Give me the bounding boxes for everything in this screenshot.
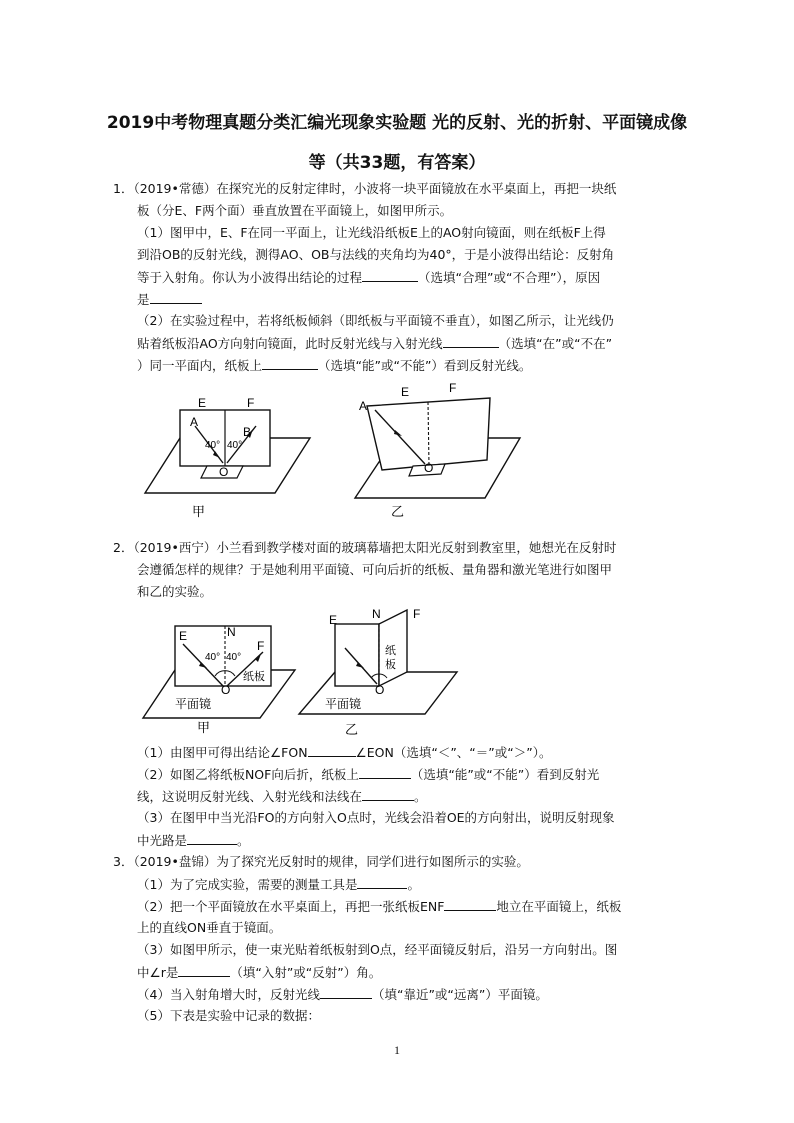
label-o: O: [375, 683, 385, 697]
q1-s1-line3: [137, 267, 600, 288]
label-b: B: [243, 425, 252, 439]
q2-s1: [137, 742, 551, 763]
q3-s2-text-a: （2）把一个平面镜放在水平桌面上，再把一张纸板ENF: [137, 899, 445, 914]
label-e: E: [329, 613, 338, 627]
label-n: N: [372, 607, 381, 621]
label-board: 纸板: [243, 671, 265, 683]
label-f: F: [257, 639, 265, 653]
q2-s2-text-c: 线，这说明反射光线、入射光线和法线在: [137, 789, 363, 804]
q1-s2-text-d: （选填“能”或“不能”）看到反射光线。: [318, 358, 532, 373]
q3-s1-text-a: （1）为了完成实验，需要的测量工具是: [137, 877, 358, 892]
q2-line1: 2．（2019•西宁）小兰看到教学楼对面的玻璃幕墙把太阳光反射到教室里，她想光在反射时: [113, 540, 617, 555]
label-f: F: [413, 607, 421, 621]
q2-line3: 和乙的实验。: [137, 584, 213, 599]
q1-line1: 1．（2019•常德）在探究光的反射定律时，小波将一块平面镜放在水平桌面上，再把一块纸: [113, 181, 617, 196]
q2-s2-line2: [137, 786, 427, 807]
answer-blank[interactable]: [357, 874, 407, 889]
answer-blank[interactable]: [362, 267, 418, 282]
q3-s3-text-b: 中∠r是: [137, 965, 179, 980]
answer-blank[interactable]: [444, 896, 496, 911]
q2-s1-text-b: ∠EON（选填“＜”、“＝”或“＞”）。: [355, 745, 552, 760]
q3-s1: [137, 874, 420, 895]
q1-s2-line2: [137, 333, 612, 354]
q2-figure-jia: [135, 610, 300, 740]
label-f: F: [247, 396, 255, 410]
q3-s2-line1: [137, 896, 621, 917]
label-f: F: [449, 381, 457, 395]
q3-s2-text-b: 地立在平面镜上，纸板: [496, 899, 622, 914]
answer-blank[interactable]: [150, 289, 202, 304]
answer-blank[interactable]: [359, 764, 411, 779]
label-o: O: [424, 461, 434, 475]
q1-s1-line1: （1）图甲中，E、F在同一平面上，让光线沿纸板E上的AO射向镜面，则在纸板F上得: [137, 225, 606, 240]
answer-blank[interactable]: [262, 355, 318, 370]
q3-line1: 3．（2019•盘锦）为了探究光反射时的规律，同学们进行如图所示的实验。: [113, 854, 529, 869]
q1-s2-text-a: 贴着纸板沿AO方向射向镜面，此时反射光线与入射光线: [137, 336, 443, 351]
label-mirror: 平面镜: [325, 697, 362, 711]
label-board-2: 板: [385, 659, 396, 671]
q1-s1-line2: 到沿OB的反射光线，测得AO、OB与法线的夹角均为40°，于是小波得出结论：反射角: [137, 247, 615, 262]
q3-s4: [137, 984, 548, 1005]
label-angle-right: 40°: [226, 652, 242, 663]
q1-s2-text-b: （选填“在”或“不在”: [498, 336, 613, 351]
label-e: E: [401, 385, 410, 399]
q1-s1-text-b: （选填“合理”或“不合理”），原因: [418, 270, 601, 285]
page-title-line1: 2019中考物理真题分类汇编光现象实验题 光的反射、光的折射、平面镜成像: [106, 113, 688, 133]
q3-s3-line2: [137, 962, 381, 983]
q2-s2-text-b: （选填“能”或“不能”）看到反射光: [410, 767, 600, 782]
label-angle-left: 40°: [205, 652, 221, 663]
q1-s2-line1: （2）在实验过程中，若将纸板倾斜（即纸板与平面镜不垂直），如图乙所示，让光线仍: [137, 313, 614, 328]
label-e: E: [179, 629, 188, 643]
label-o: O: [219, 465, 229, 479]
q2-s3-line2: [137, 830, 250, 851]
q3-s3-text-c: （填“入射”或“反射”）角。: [230, 965, 382, 980]
q1-s2-text-c: ）同一平面内，纸板上: [137, 358, 263, 373]
q1-figure-yi: [345, 378, 525, 523]
q2-line2: 会遵循怎样的规律？于是她利用平面镜、可向后折的纸板、量角器和激光笔进行如图甲: [137, 562, 613, 577]
q3-s2-line2: 上的直线ON垂直于镜面。: [137, 920, 282, 935]
q2-s2-text-d: 。: [414, 789, 427, 804]
label-a: A: [359, 399, 368, 413]
answer-blank[interactable]: [320, 984, 372, 999]
answer-blank[interactable]: [443, 333, 499, 348]
label-n: N: [227, 625, 236, 639]
q1-figure-jia: [135, 388, 315, 523]
label-a: A: [190, 415, 199, 429]
q1-s2-line3: [137, 355, 531, 376]
label-mirror: 平面镜: [175, 697, 212, 711]
q1-s1-text-a: 等于入射角。你认为小波得出结论的过程: [137, 270, 363, 285]
q2-s3-text-c: 。: [237, 833, 250, 848]
q1-s1-line4: [137, 289, 202, 310]
page-title-line2: 等（共33题，有答案）: [308, 153, 486, 173]
figure-caption-yi: 乙: [391, 504, 405, 519]
label-o: O: [221, 683, 231, 697]
q3-s1-text-b: 。: [407, 877, 420, 892]
label-e: E: [198, 396, 207, 410]
q2-s3-text-b: 中光路是: [137, 833, 188, 848]
answer-blank[interactable]: [187, 830, 237, 845]
answer-blank[interactable]: [362, 786, 414, 801]
q2-figure-yi: [295, 602, 465, 740]
q1-line2: 板（分E、F两个面）垂直放置在平面镜上，如图甲所示。: [137, 203, 453, 218]
q1-s1-text-c: 是: [137, 292, 150, 307]
q3-s3-line1: （3）如图甲所示，使一束光贴着纸板射到O点，经平面镜反射后，沿另一方向射出。图: [137, 942, 618, 957]
label-angle-left: 40°: [205, 440, 221, 451]
figure-caption-jia: 甲: [192, 504, 206, 519]
q2-s2-text-a: （2）如图乙将纸板NOF向后折，纸板上: [137, 767, 359, 782]
figure-caption-jia: 甲: [197, 720, 211, 735]
q3-s5: （5）下表是实验中记录的数据：: [137, 1008, 320, 1023]
q3-s4-text-a: （4）当入射角增大时，反射光线: [137, 987, 320, 1002]
answer-blank[interactable]: [178, 962, 230, 977]
label-angle-right: 40°: [227, 440, 243, 451]
q2-s1-text-a: （1）由图甲可得出结论∠FON: [137, 745, 308, 760]
q2-s3-line1: （3）在图甲中当光沿FO的方向射入O点时，光线会沿着OE的方向射出，说明反射现象: [137, 810, 615, 825]
q2-s2-line1: [137, 764, 599, 785]
figure-caption-yi: 乙: [345, 722, 359, 737]
q3-s4-text-b: （填“靠近”或“远离”）平面镜。: [371, 987, 548, 1002]
answer-blank[interactable]: [308, 742, 356, 757]
label-board-1: 纸: [385, 645, 396, 657]
page-number: 1: [394, 1043, 400, 1057]
